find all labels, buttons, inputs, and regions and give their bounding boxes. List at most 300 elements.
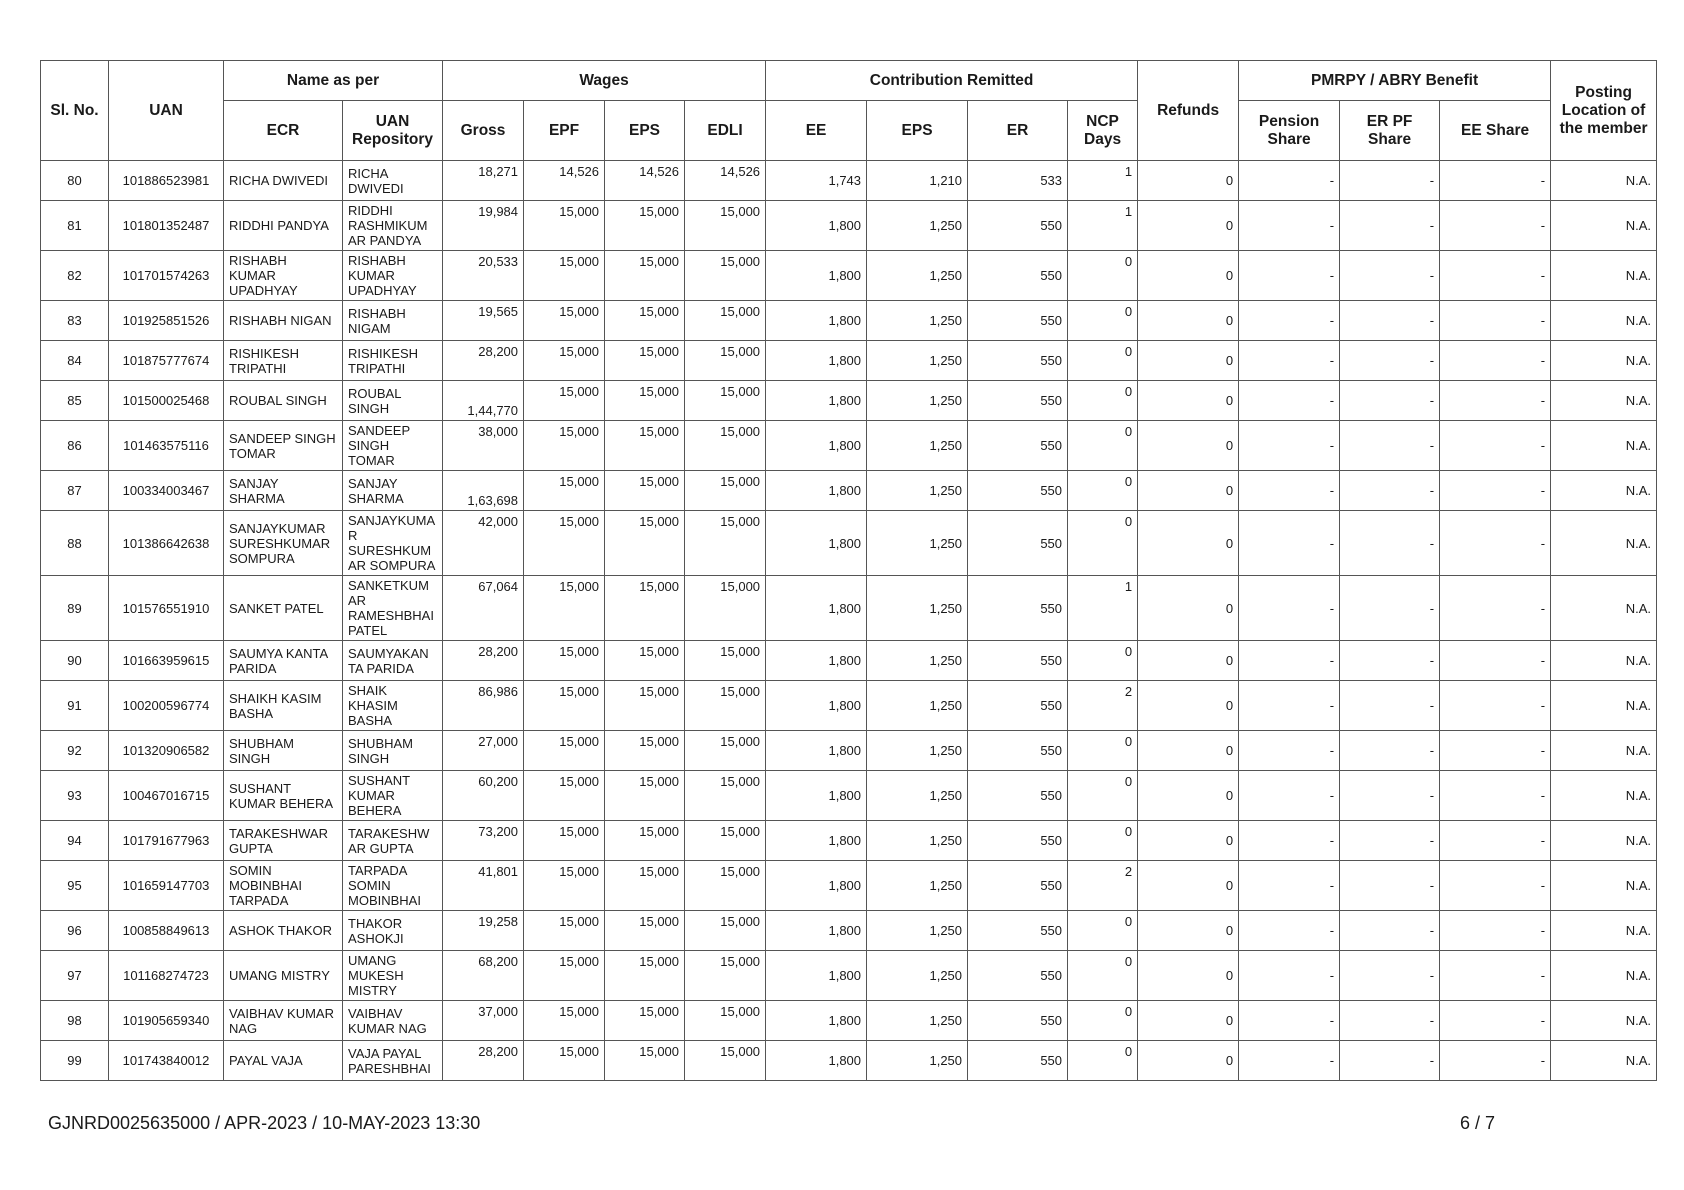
- cell-eps-contribution: 1,250: [867, 251, 968, 301]
- cell-edli-wages: 15,000: [685, 381, 766, 421]
- cell-er: 550: [968, 1001, 1068, 1041]
- cell-uan: 101659147703: [109, 861, 224, 911]
- cell-ee-share: -: [1440, 511, 1551, 576]
- cell-eps-contribution: 1,250: [867, 731, 968, 771]
- cell-uan-repository-name: TARAKESHW AR GUPTA: [343, 821, 443, 861]
- cell-gross: 18,271: [443, 161, 524, 201]
- cell-edli-wages: 14,526: [685, 161, 766, 201]
- table-row: [41, 201, 1657, 251]
- cell-uan: 100334003467: [109, 471, 224, 511]
- header-ncp-days: NCP Days: [1068, 101, 1138, 161]
- cell-ee: 1,800: [766, 251, 867, 301]
- cell-gross: 1,63,698: [443, 471, 524, 511]
- cell-eps-contribution: 1,250: [867, 201, 968, 251]
- cell-uan: 101875777674: [109, 341, 224, 381]
- cell-eps-wages: 15,000: [605, 471, 685, 511]
- cell-refunds: 0: [1138, 861, 1239, 911]
- footer-document-reference: GJNRD0025635000 / APR-2023 / 10-MAY-2023 13:30: [48, 1113, 481, 1133]
- cell-epf-wages: 15,000: [524, 301, 605, 341]
- cell-uan: 100467016715: [109, 771, 224, 821]
- cell-pension-share: -: [1239, 576, 1340, 641]
- cell-ee-share: -: [1440, 861, 1551, 911]
- cell-er-pf-share: -: [1340, 731, 1440, 771]
- cell-uan: 101500025468: [109, 381, 224, 421]
- cell-eps-wages: 15,000: [605, 681, 685, 731]
- cell-epf-wages: 15,000: [524, 951, 605, 1001]
- cell-ecr-name: SHUBHAM SINGH: [224, 731, 343, 771]
- cell-epf-wages: 15,000: [524, 421, 605, 471]
- cell-er: 550: [968, 1041, 1068, 1081]
- cell-gross: 19,984: [443, 201, 524, 251]
- cell-uan: 101701574263: [109, 251, 224, 301]
- cell-ncp-days: 0: [1068, 341, 1138, 381]
- cell-sl-no: 94: [41, 821, 109, 861]
- cell-er-pf-share: -: [1340, 511, 1440, 576]
- cell-sl-no: 85: [41, 381, 109, 421]
- cell-posting-location: N.A.: [1551, 681, 1657, 731]
- cell-pension-share: -: [1239, 1041, 1340, 1081]
- header-er-pf-share: ER PF Share: [1340, 101, 1440, 161]
- cell-gross: 28,200: [443, 341, 524, 381]
- cell-eps-wages: 15,000: [605, 641, 685, 681]
- cell-eps-contribution: 1,250: [867, 771, 968, 821]
- cell-gross: 27,000: [443, 731, 524, 771]
- table-row: [41, 421, 1657, 471]
- cell-ncp-days: 2: [1068, 861, 1138, 911]
- table-row: [41, 576, 1657, 641]
- cell-er-pf-share: -: [1340, 641, 1440, 681]
- cell-pension-share: -: [1239, 201, 1340, 251]
- cell-eps-wages: 15,000: [605, 1041, 685, 1081]
- cell-ecr-name: RISHABH KUMAR UPADHYAY: [224, 251, 343, 301]
- cell-refunds: 0: [1138, 201, 1239, 251]
- cell-epf-wages: 15,000: [524, 731, 605, 771]
- cell-refunds: 0: [1138, 821, 1239, 861]
- cell-uan: 101925851526: [109, 301, 224, 341]
- cell-ee: 1,800: [766, 301, 867, 341]
- cell-epf-wages: 15,000: [524, 911, 605, 951]
- cell-sl-no: 80: [41, 161, 109, 201]
- cell-ee-share: -: [1440, 681, 1551, 731]
- cell-sl-no: 90: [41, 641, 109, 681]
- cell-uan-repository-name: RICHA DWIVEDI: [343, 161, 443, 201]
- cell-uan-repository-name: RISHIKESH TRIPATHI: [343, 341, 443, 381]
- cell-ncp-days: 0: [1068, 251, 1138, 301]
- cell-ee-share: -: [1440, 421, 1551, 471]
- cell-posting-location: N.A.: [1551, 641, 1657, 681]
- cell-sl-no: 91: [41, 681, 109, 731]
- cell-epf-wages: 15,000: [524, 381, 605, 421]
- cell-ee-share: -: [1440, 1041, 1551, 1081]
- header-gross: Gross: [443, 101, 524, 161]
- cell-uan: 101386642638: [109, 511, 224, 576]
- cell-uan: 101463575116: [109, 421, 224, 471]
- table-row: [41, 511, 1657, 576]
- cell-er-pf-share: -: [1340, 471, 1440, 511]
- cell-epf-wages: 14,526: [524, 161, 605, 201]
- cell-ee: 1,800: [766, 821, 867, 861]
- cell-ee: 1,800: [766, 201, 867, 251]
- cell-pension-share: -: [1239, 341, 1340, 381]
- cell-refunds: 0: [1138, 301, 1239, 341]
- cell-er-pf-share: -: [1340, 821, 1440, 861]
- cell-ecr-name: SOMIN MOBINBHAI TARPADA: [224, 861, 343, 911]
- cell-posting-location: N.A.: [1551, 861, 1657, 911]
- cell-edli-wages: 15,000: [685, 511, 766, 576]
- cell-sl-no: 88: [41, 511, 109, 576]
- cell-refunds: 0: [1138, 511, 1239, 576]
- cell-posting-location: N.A.: [1551, 771, 1657, 821]
- cell-uan-repository-name: RIDDHI RASHMIKUM AR PANDYA: [343, 201, 443, 251]
- cell-uan-repository-name: THAKOR ASHOKJI: [343, 911, 443, 951]
- cell-er: 550: [968, 731, 1068, 771]
- cell-gross: 28,200: [443, 641, 524, 681]
- cell-edli-wages: 15,000: [685, 251, 766, 301]
- cell-ecr-name: ROUBAL SINGH: [224, 381, 343, 421]
- table-body: [41, 161, 1657, 1081]
- cell-uan-repository-name: TARPADA SOMIN MOBINBHAI: [343, 861, 443, 911]
- cell-pension-share: -: [1239, 911, 1340, 951]
- cell-refunds: 0: [1138, 951, 1239, 1001]
- cell-ee: 1,800: [766, 576, 867, 641]
- cell-pension-share: -: [1239, 771, 1340, 821]
- cell-ncp-days: 0: [1068, 471, 1138, 511]
- cell-er-pf-share: -: [1340, 341, 1440, 381]
- cell-ee-share: -: [1440, 471, 1551, 511]
- cell-eps-wages: 14,526: [605, 161, 685, 201]
- cell-pension-share: -: [1239, 251, 1340, 301]
- header-uan-repository: UAN Repository: [343, 101, 443, 161]
- table-row: [41, 341, 1657, 381]
- header-eps: EPS: [605, 101, 685, 161]
- cell-ee: 1,800: [766, 771, 867, 821]
- table-row: [41, 771, 1657, 821]
- cell-ee-share: -: [1440, 1001, 1551, 1041]
- cell-ee: 1,800: [766, 421, 867, 471]
- table-row: [41, 821, 1657, 861]
- cell-er: 550: [968, 201, 1068, 251]
- cell-er: 550: [968, 951, 1068, 1001]
- table-row: [41, 731, 1657, 771]
- cell-ee-share: -: [1440, 381, 1551, 421]
- cell-refunds: 0: [1138, 1001, 1239, 1041]
- header-uan: UAN: [109, 61, 224, 161]
- cell-sl-no: 99: [41, 1041, 109, 1081]
- cell-ecr-name: SHAIKH KASIM BASHA: [224, 681, 343, 731]
- cell-er: 550: [968, 251, 1068, 301]
- cell-posting-location: N.A.: [1551, 421, 1657, 471]
- table-row: [41, 861, 1657, 911]
- cell-er-pf-share: -: [1340, 911, 1440, 951]
- cell-eps-wages: 15,000: [605, 911, 685, 951]
- table-row: [41, 301, 1657, 341]
- table-row: [41, 471, 1657, 511]
- cell-edli-wages: 15,000: [685, 1001, 766, 1041]
- cell-pension-share: -: [1239, 421, 1340, 471]
- cell-epf-wages: 15,000: [524, 861, 605, 911]
- cell-eps-contribution: 1,250: [867, 341, 968, 381]
- cell-gross: 20,533: [443, 251, 524, 301]
- cell-posting-location: N.A.: [1551, 1041, 1657, 1081]
- cell-posting-location: N.A.: [1551, 511, 1657, 576]
- cell-edli-wages: 15,000: [685, 951, 766, 1001]
- cell-sl-no: 82: [41, 251, 109, 301]
- cell-ee-share: -: [1440, 641, 1551, 681]
- cell-ncp-days: 0: [1068, 821, 1138, 861]
- cell-er: 550: [968, 301, 1068, 341]
- cell-ncp-days: 0: [1068, 731, 1138, 771]
- cell-sl-no: 86: [41, 421, 109, 471]
- cell-er-pf-share: -: [1340, 381, 1440, 421]
- cell-ecr-name: SANKET PATEL: [224, 576, 343, 641]
- cell-pension-share: -: [1239, 681, 1340, 731]
- cell-uan-repository-name: SANKETKUM AR RAMESHBHAI PATEL: [343, 576, 443, 641]
- cell-uan: 100858849613: [109, 911, 224, 951]
- cell-eps-contribution: 1,250: [867, 681, 968, 731]
- cell-eps-wages: 15,000: [605, 421, 685, 471]
- cell-posting-location: N.A.: [1551, 951, 1657, 1001]
- cell-posting-location: N.A.: [1551, 576, 1657, 641]
- cell-ee: 1,800: [766, 341, 867, 381]
- cell-refunds: 0: [1138, 681, 1239, 731]
- table-row: [41, 381, 1657, 421]
- cell-uan: 101801352487: [109, 201, 224, 251]
- cell-eps-wages: 15,000: [605, 951, 685, 1001]
- cell-ncp-days: 0: [1068, 641, 1138, 681]
- cell-sl-no: 81: [41, 201, 109, 251]
- cell-edli-wages: 15,000: [685, 576, 766, 641]
- cell-ecr-name: UMANG MISTRY: [224, 951, 343, 1001]
- cell-ee: 1,800: [766, 911, 867, 951]
- cell-epf-wages: 15,000: [524, 1041, 605, 1081]
- cell-uan: 100200596774: [109, 681, 224, 731]
- table-row: [41, 681, 1657, 731]
- cell-ecr-name: RISHABH NIGAN: [224, 301, 343, 341]
- cell-uan: 101320906582: [109, 731, 224, 771]
- cell-ee: 1,800: [766, 381, 867, 421]
- cell-pension-share: -: [1239, 471, 1340, 511]
- cell-ecr-name: TARAKESHWAR GUPTA: [224, 821, 343, 861]
- cell-eps-wages: 15,000: [605, 251, 685, 301]
- cell-eps-wages: 15,000: [605, 1001, 685, 1041]
- cell-pension-share: -: [1239, 301, 1340, 341]
- cell-uan-repository-name: VAIBHAV KUMAR NAG: [343, 1001, 443, 1041]
- footer-page-number: 6 / 7: [1460, 1113, 1496, 1133]
- cell-ee-share: -: [1440, 731, 1551, 771]
- table-row: [41, 1001, 1657, 1041]
- cell-uan: 101791677963: [109, 821, 224, 861]
- cell-sl-no: 98: [41, 1001, 109, 1041]
- cell-refunds: 0: [1138, 421, 1239, 471]
- cell-er-pf-share: -: [1340, 951, 1440, 1001]
- cell-er: 533: [968, 161, 1068, 201]
- cell-er: 550: [968, 511, 1068, 576]
- header-name-as-per: Name as per: [224, 61, 443, 101]
- cell-gross: 67,064: [443, 576, 524, 641]
- header-ee: EE: [766, 101, 867, 161]
- cell-ee: 1,800: [766, 861, 867, 911]
- cell-uan-repository-name: RISHABH NIGAM: [343, 301, 443, 341]
- contribution-table: [40, 60, 1657, 1081]
- cell-ecr-name: SAUMYA KANTA PARIDA: [224, 641, 343, 681]
- cell-uan-repository-name: SHUBHAM SINGH: [343, 731, 443, 771]
- cell-pension-share: -: [1239, 161, 1340, 201]
- header-epf: EPF: [524, 101, 605, 161]
- cell-er-pf-share: -: [1340, 1041, 1440, 1081]
- cell-pension-share: -: [1239, 381, 1340, 421]
- cell-ecr-name: RIDDHI PANDYA: [224, 201, 343, 251]
- cell-posting-location: N.A.: [1551, 911, 1657, 951]
- cell-eps-contribution: 1,250: [867, 951, 968, 1001]
- cell-ncp-days: 0: [1068, 301, 1138, 341]
- cell-edli-wages: 15,000: [685, 341, 766, 381]
- cell-epf-wages: 15,000: [524, 511, 605, 576]
- cell-er: 550: [968, 641, 1068, 681]
- cell-gross: 37,000: [443, 1001, 524, 1041]
- table-row: [41, 951, 1657, 1001]
- cell-gross: 19,565: [443, 301, 524, 341]
- cell-ecr-name: SUSHANT KUMAR BEHERA: [224, 771, 343, 821]
- cell-pension-share: -: [1239, 821, 1340, 861]
- cell-ncp-days: 0: [1068, 381, 1138, 421]
- cell-ncp-days: 0: [1068, 911, 1138, 951]
- cell-edli-wages: 15,000: [685, 301, 766, 341]
- cell-edli-wages: 15,000: [685, 201, 766, 251]
- cell-ecr-name: PAYAL VAJA: [224, 1041, 343, 1081]
- cell-edli-wages: 15,000: [685, 771, 766, 821]
- cell-eps-wages: 15,000: [605, 511, 685, 576]
- cell-posting-location: N.A.: [1551, 471, 1657, 511]
- header-er: ER: [968, 101, 1068, 161]
- cell-er-pf-share: -: [1340, 576, 1440, 641]
- cell-sl-no: 92: [41, 731, 109, 771]
- cell-ecr-name: RISHIKESH TRIPATHI: [224, 341, 343, 381]
- cell-ecr-name: ASHOK THAKOR: [224, 911, 343, 951]
- cell-er: 550: [968, 681, 1068, 731]
- cell-epf-wages: 15,000: [524, 1001, 605, 1041]
- cell-ee: 1,800: [766, 1001, 867, 1041]
- cell-uan: 101576551910: [109, 576, 224, 641]
- cell-ee: 1,743: [766, 161, 867, 201]
- cell-uan-repository-name: SANJAY SHARMA: [343, 471, 443, 511]
- cell-eps-contribution: 1,250: [867, 641, 968, 681]
- cell-er-pf-share: -: [1340, 861, 1440, 911]
- cell-gross: 60,200: [443, 771, 524, 821]
- cell-eps-wages: 15,000: [605, 301, 685, 341]
- cell-eps-wages: 15,000: [605, 201, 685, 251]
- header-ecr: ECR: [224, 101, 343, 161]
- cell-epf-wages: 15,000: [524, 576, 605, 641]
- cell-gross: 73,200: [443, 821, 524, 861]
- cell-ee: 1,800: [766, 731, 867, 771]
- cell-er: 550: [968, 861, 1068, 911]
- header-contribution-remitted: Contribution Remitted: [766, 61, 1138, 101]
- cell-ncp-days: 0: [1068, 1001, 1138, 1041]
- cell-eps-contribution: 1,250: [867, 511, 968, 576]
- cell-gross: 42,000: [443, 511, 524, 576]
- cell-ecr-name: VAIBHAV KUMAR NAG: [224, 1001, 343, 1041]
- cell-ncp-days: 1: [1068, 576, 1138, 641]
- cell-er-pf-share: -: [1340, 771, 1440, 821]
- cell-gross: 28,200: [443, 1041, 524, 1081]
- cell-ncp-days: 1: [1068, 161, 1138, 201]
- header-sl-no: Sl. No.: [41, 61, 109, 161]
- cell-uan-repository-name: SANDEEP SINGH TOMAR: [343, 421, 443, 471]
- cell-refunds: 0: [1138, 576, 1239, 641]
- header-edli: EDLI: [685, 101, 766, 161]
- cell-er-pf-share: -: [1340, 301, 1440, 341]
- header-ee-share: EE Share: [1440, 101, 1551, 161]
- cell-er: 550: [968, 911, 1068, 951]
- cell-gross: 38,000: [443, 421, 524, 471]
- cell-refunds: 0: [1138, 911, 1239, 951]
- cell-posting-location: N.A.: [1551, 161, 1657, 201]
- cell-ee-share: -: [1440, 821, 1551, 861]
- cell-ee-share: -: [1440, 951, 1551, 1001]
- cell-ncp-days: 0: [1068, 951, 1138, 1001]
- cell-er: 550: [968, 381, 1068, 421]
- cell-uan: 101886523981: [109, 161, 224, 201]
- cell-eps-contribution: 1,250: [867, 301, 968, 341]
- cell-uan: 101663959615: [109, 641, 224, 681]
- cell-er-pf-share: -: [1340, 681, 1440, 731]
- cell-refunds: 0: [1138, 251, 1239, 301]
- cell-pension-share: -: [1239, 861, 1340, 911]
- table-row: [41, 161, 1657, 201]
- cell-uan-repository-name: ROUBAL SINGH: [343, 381, 443, 421]
- cell-gross: 1,44,770: [443, 381, 524, 421]
- cell-eps-contribution: 1,250: [867, 381, 968, 421]
- cell-refunds: 0: [1138, 731, 1239, 771]
- cell-edli-wages: 15,000: [685, 731, 766, 771]
- cell-ee: 1,800: [766, 1041, 867, 1081]
- cell-edli-wages: 15,000: [685, 861, 766, 911]
- cell-epf-wages: 15,000: [524, 771, 605, 821]
- cell-eps-contribution: 1,250: [867, 1041, 968, 1081]
- cell-sl-no: 87: [41, 471, 109, 511]
- cell-edli-wages: 15,000: [685, 641, 766, 681]
- cell-er: 550: [968, 341, 1068, 381]
- cell-ecr-name: RICHA DWIVEDI: [224, 161, 343, 201]
- cell-sl-no: 96: [41, 911, 109, 951]
- cell-er: 550: [968, 421, 1068, 471]
- cell-eps-wages: 15,000: [605, 731, 685, 771]
- cell-ee-share: -: [1440, 301, 1551, 341]
- cell-ee-share: -: [1440, 771, 1551, 821]
- cell-ee-share: -: [1440, 576, 1551, 641]
- cell-er-pf-share: -: [1340, 1001, 1440, 1041]
- cell-epf-wages: 15,000: [524, 681, 605, 731]
- cell-uan-repository-name: SANJAYKUMA R SURESHKUM AR SOMPURA: [343, 511, 443, 576]
- cell-ncp-days: 0: [1068, 421, 1138, 471]
- cell-refunds: 0: [1138, 471, 1239, 511]
- cell-uan-repository-name: VAJA PAYAL PARESHBHAI: [343, 1041, 443, 1081]
- cell-posting-location: N.A.: [1551, 381, 1657, 421]
- cell-uan-repository-name: RISHABH KUMAR UPADHYAY: [343, 251, 443, 301]
- cell-pension-share: -: [1239, 511, 1340, 576]
- cell-sl-no: 93: [41, 771, 109, 821]
- cell-er: 550: [968, 576, 1068, 641]
- cell-pension-share: -: [1239, 641, 1340, 681]
- cell-eps-contribution: 1,250: [867, 576, 968, 641]
- cell-sl-no: 83: [41, 301, 109, 341]
- cell-uan: 101168274723: [109, 951, 224, 1001]
- cell-ecr-name: SANJAY SHARMA: [224, 471, 343, 511]
- cell-ecr-name: SANJAYKUMAR SURESHKUMAR SOMPURA: [224, 511, 343, 576]
- cell-eps-wages: 15,000: [605, 861, 685, 911]
- cell-uan-repository-name: SHAIK KHASIM BASHA: [343, 681, 443, 731]
- cell-edli-wages: 15,000: [685, 821, 766, 861]
